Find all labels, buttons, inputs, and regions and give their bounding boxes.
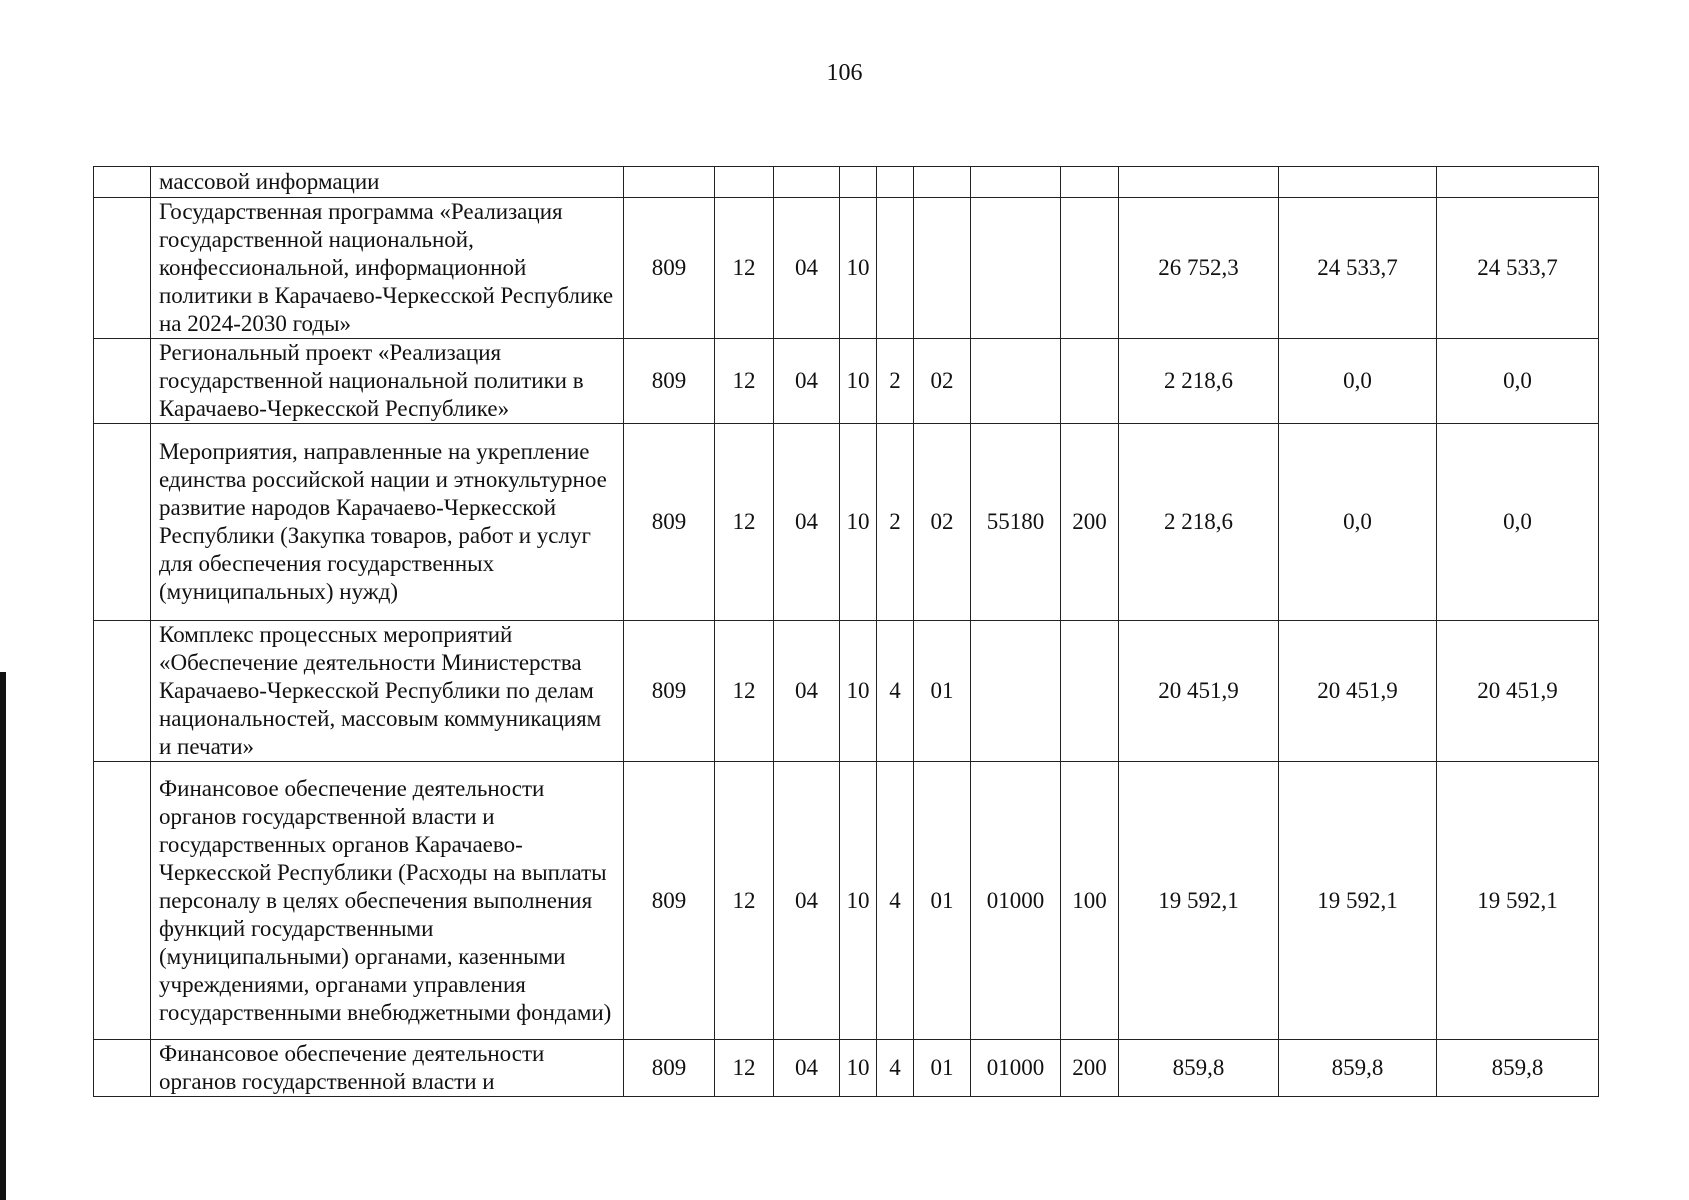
cell-pp: 4 <box>877 762 914 1040</box>
cell-num <box>94 339 151 424</box>
cell-rz: 12 <box>715 1040 774 1097</box>
cell-pr: 04 <box>774 762 840 1040</box>
cell-vr <box>1061 621 1119 762</box>
cell-napr <box>971 339 1061 424</box>
cell-sum-2025: 26 752,3 <box>1119 198 1279 339</box>
table-row <box>94 167 1599 198</box>
cell-pr: 04 <box>774 621 840 762</box>
cell-num <box>94 424 151 621</box>
table-row <box>94 1040 1599 1097</box>
cell-name: Региональный проект «Реализация государственной национальной политики в Карачаево-Черкесской Республике» <box>151 339 624 424</box>
cell-sum-2025: 859,8 <box>1119 1040 1279 1097</box>
cell-napr <box>971 621 1061 762</box>
cell-prog: 10 <box>840 621 877 762</box>
cell-mer: 01 <box>914 1040 971 1097</box>
cell-mer <box>914 167 971 198</box>
cell-sum-2025: 2 218,6 <box>1119 424 1279 621</box>
cell-sum-2027: 20 451,9 <box>1437 621 1599 762</box>
cell-vr: 200 <box>1061 424 1119 621</box>
table-row <box>94 762 1599 1040</box>
cell-vr <box>1061 198 1119 339</box>
cell-vr: 100 <box>1061 762 1119 1040</box>
cell-ved: 809 <box>624 339 715 424</box>
cell-napr: 01000 <box>971 1040 1061 1097</box>
cell-napr <box>971 198 1061 339</box>
cell-ved: 809 <box>624 621 715 762</box>
cell-vr <box>1061 339 1119 424</box>
cell-ved <box>624 167 715 198</box>
cell-napr <box>971 167 1061 198</box>
cell-sum-2026: 859,8 <box>1279 1040 1437 1097</box>
cell-sum-2027 <box>1437 167 1599 198</box>
cell-rz <box>715 167 774 198</box>
cell-sum-2027: 0,0 <box>1437 339 1599 424</box>
cell-rz: 12 <box>715 339 774 424</box>
cell-sum-2026 <box>1279 167 1437 198</box>
cell-num <box>94 621 151 762</box>
cell-mer <box>914 198 971 339</box>
cell-ved: 809 <box>624 762 715 1040</box>
cell-vr <box>1061 167 1119 198</box>
scan-edge-mark <box>0 672 6 1200</box>
cell-num <box>94 198 151 339</box>
cell-ved: 809 <box>624 1040 715 1097</box>
table-row <box>94 621 1599 762</box>
cell-pp: 2 <box>877 424 914 621</box>
cell-sum-2027: 0,0 <box>1437 424 1599 621</box>
cell-mer: 02 <box>914 339 971 424</box>
cell-mer: 01 <box>914 762 971 1040</box>
cell-sum-2026: 0,0 <box>1279 424 1437 621</box>
cell-napr: 01000 <box>971 762 1061 1040</box>
cell-vr: 200 <box>1061 1040 1119 1097</box>
cell-name: массовой информации <box>151 167 624 198</box>
cell-pr <box>774 167 840 198</box>
cell-sum-2027: 859,8 <box>1437 1040 1599 1097</box>
table-row <box>94 424 1599 621</box>
cell-sum-2026: 19 592,1 <box>1279 762 1437 1040</box>
cell-rz: 12 <box>715 621 774 762</box>
cell-rz: 12 <box>715 198 774 339</box>
cell-sum-2026: 24 533,7 <box>1279 198 1437 339</box>
cell-mer: 01 <box>914 621 971 762</box>
cell-sum-2025: 2 218,6 <box>1119 339 1279 424</box>
cell-pp <box>877 198 914 339</box>
cell-sum-2025 <box>1119 167 1279 198</box>
cell-rz: 12 <box>715 424 774 621</box>
cell-rz: 12 <box>715 762 774 1040</box>
cell-name: Мероприятия, направленные на укрепление единства российской нации и этнокультурное развитие народов Карачаево-Черкесской Республики (Закупка товаров, работ и услуг для обеспечения государственных (муниципальных) нужд) <box>151 424 624 621</box>
cell-sum-2025: 19 592,1 <box>1119 762 1279 1040</box>
cell-num <box>94 167 151 198</box>
cell-pr: 04 <box>774 424 840 621</box>
cell-name: Комплекс процессных мероприятий «Обеспечение деятельности Министерства Карачаево-Черкесской Республики по делам национальностей, массовым коммуникациям и печати» <box>151 621 624 762</box>
cell-pp <box>877 167 914 198</box>
cell-ved: 809 <box>624 198 715 339</box>
cell-prog: 10 <box>840 762 877 1040</box>
cell-name: Финансовое обеспечение деятельности органов государственной власти и государственных органов Карачаево-Черкесской Республики (Расходы на выплаты персоналу в целях обеспечения выполнения функций государственными (муниципальными) органами, казенными учреждениями, органами управления государственными внебюджетными фондами) <box>151 762 624 1040</box>
table-row <box>94 339 1599 424</box>
cell-pr: 04 <box>774 198 840 339</box>
cell-sum-2025: 20 451,9 <box>1119 621 1279 762</box>
cell-mer: 02 <box>914 424 971 621</box>
cell-prog <box>840 167 877 198</box>
cell-pr: 04 <box>774 339 840 424</box>
cell-num <box>94 1040 151 1097</box>
page-number: 106 <box>826 60 863 86</box>
cell-prog: 10 <box>840 424 877 621</box>
cell-name: Финансовое обеспечение деятельности органов государственной власти и <box>151 1040 624 1097</box>
cell-num <box>94 762 151 1040</box>
cell-pp: 4 <box>877 621 914 762</box>
cell-pp: 2 <box>877 339 914 424</box>
cell-sum-2027: 24 533,7 <box>1437 198 1599 339</box>
cell-napr: 55180 <box>971 424 1061 621</box>
cell-sum-2026: 20 451,9 <box>1279 621 1437 762</box>
table-row <box>94 198 1599 339</box>
cell-sum-2027: 19 592,1 <box>1437 762 1599 1040</box>
budget-table <box>93 166 1599 1097</box>
cell-prog: 10 <box>840 339 877 424</box>
cell-prog: 10 <box>840 1040 877 1097</box>
cell-pr: 04 <box>774 1040 840 1097</box>
cell-sum-2026: 0,0 <box>1279 339 1437 424</box>
cell-prog: 10 <box>840 198 877 339</box>
cell-name: Государственная программа «Реализация государственной национальной, конфессиональной, информационной политики в Карачаево-Черкесской Республике на 2024-2030 годы» <box>151 198 624 339</box>
cell-ved: 809 <box>624 424 715 621</box>
cell-pp: 4 <box>877 1040 914 1097</box>
